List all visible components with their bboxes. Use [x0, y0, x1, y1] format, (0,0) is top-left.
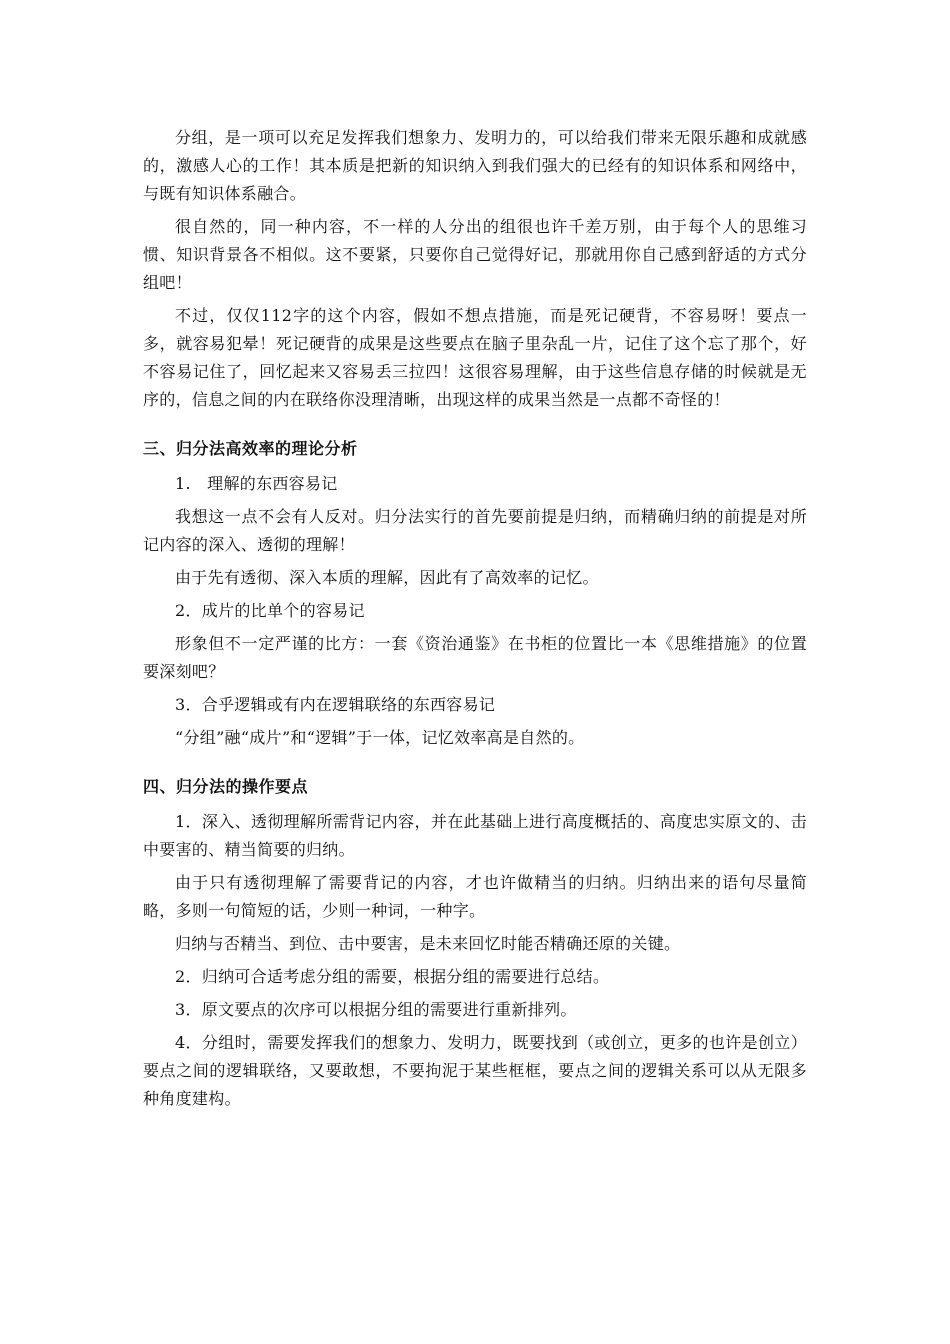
section-3-item-title: 2．成片的比单个的容易记 — [175, 601, 365, 620]
intro-paragraph: 很自然的，同一种内容，不一样的人分出的组很也许千差万别，由于每个人的思维习惯、知识背景各不相似。这不要紧，只要你自己觉得好记，那就用你自己感到舒适的方式分组吧！ — [143, 217, 807, 292]
section-4-paragraph: 3．原文要点的次序可以根据分组的需要进行重新排列。 — [175, 1000, 577, 1019]
section-3-paragraph: 我想这一点不会有人反对。归分法实行的首先要前提是归纳，而精确归纳的前提是对所记内容的深入、透彻的理解！ — [143, 507, 807, 554]
section-3-paragraph: 由于先有透彻、深入本质的理解，因此有了高效率的记忆。 — [175, 568, 599, 587]
section-4-paragraph: 2．归纳可合适考虑分组的需要，根据分组的需要进行总结。 — [175, 967, 610, 986]
intro-paragraph: 不过，仅仅112字的这个内容，假如不想点措施，而是死记硬背，不容易呀！要点一多，就容易犯晕！死记硬背的成果是这些要点在脑子里杂乱一片，记住了这个忘了那个，好不容易记住了，回忆起来又容易丢三拉四！这很容易理解，由于这些信息存储的时候就是无序的，信息之间的内在联络你没理清晰，出现这样的成果当然是一点都不奇怪的！ — [143, 306, 807, 409]
section-4-heading: 四、归分法的操作要点 — [143, 777, 309, 796]
section-4-paragraph: 4．分组时，需要发挥我们的想象力、发明力，既要找到（或创立，更多的也许是创立）要点之间的逻辑联络，又要敢想，不要拘泥于某些框框，要点之间的逻辑关系可以从无限多种角度建构。 — [143, 1033, 807, 1108]
section-4-paragraph: 归纳与否精当、到位、击中要害，是未来回忆时能否精确还原的关键。 — [175, 934, 681, 953]
section-3-item-title: 1. 理解的东西容易记 — [175, 474, 338, 493]
section-4-paragraph: 由于只有透彻理解了需要背记的内容，才也许做精当的归纳。归纳出来的语句尽量简略，多则一句简短的话，少则一种词，一种字。 — [143, 873, 807, 920]
section-3-paragraph: 形象但不一定严谨的比方：一套《资治通鉴》在书柜的位置比一本《思维措施》的位置要深刻吧？ — [143, 634, 807, 681]
section-3-paragraph: “分组”融“成片”和“逻辑”于一体，记忆效率高是自然的。 — [175, 728, 585, 747]
section-3-heading: 三、归分法高效率的理论分析 — [143, 439, 358, 458]
section-3-item-title: 3．合乎逻辑或有内在逻辑联络的东西容易记 — [175, 695, 496, 714]
section-4-paragraph: 1．深入、透彻理解所需背记内容，并在此基础上进行高度概括的、高度忠实原文的、击中要害的、精当简要的归纳。 — [143, 812, 807, 859]
document-body — [143, 124, 807, 1118]
intro-paragraph: 分组，是一项可以充足发挥我们想象力、发明力的，可以给我们带来无限乐趣和成就感的，激感人心的工作！其本质是把新的知识纳入到我们强大的已经有的知识体系和网络中，与既有知识体系融合。 — [143, 128, 807, 203]
